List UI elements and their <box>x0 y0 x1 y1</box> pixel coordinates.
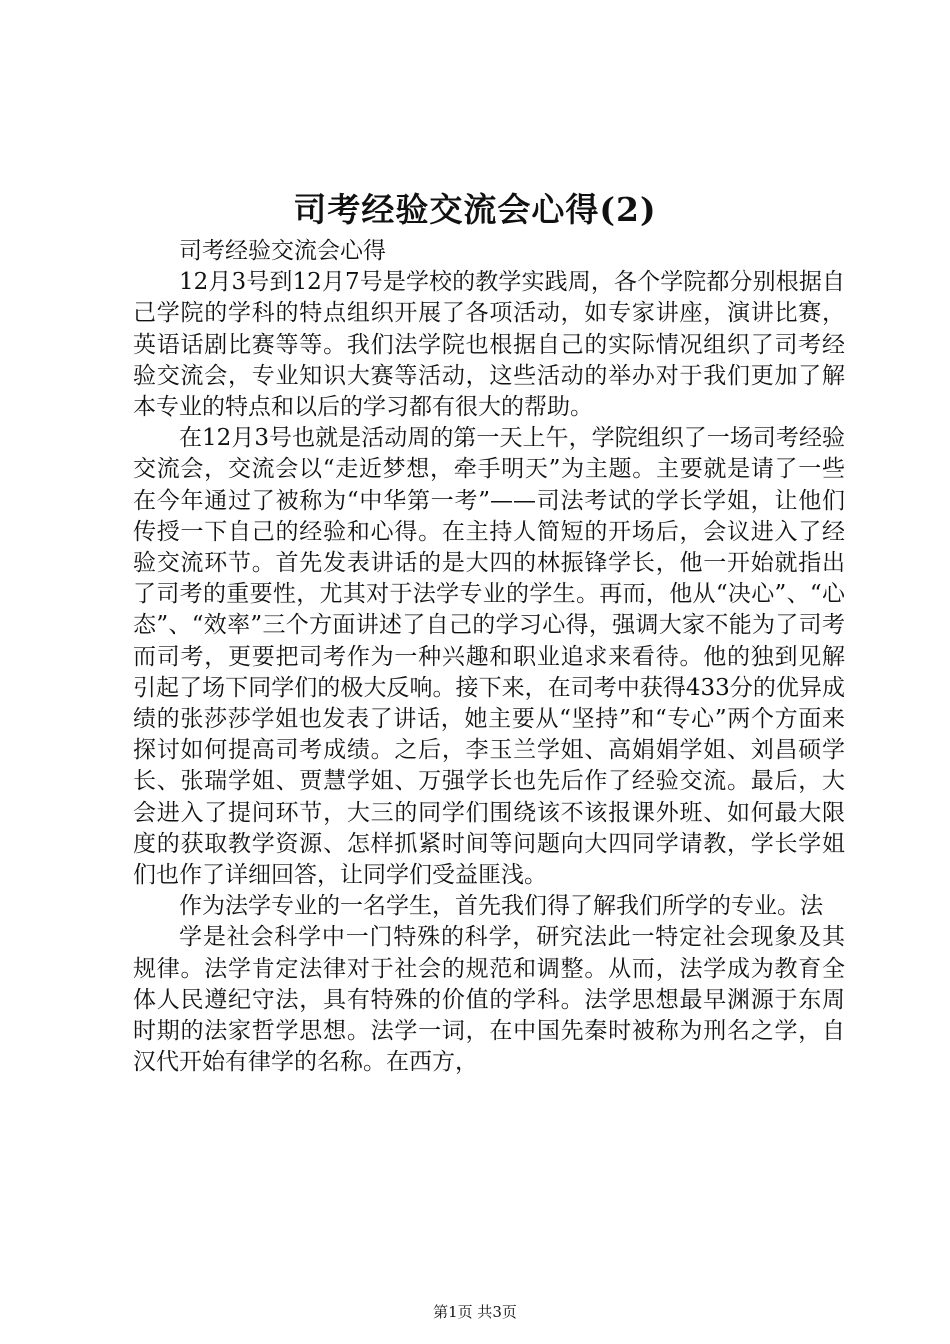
document-title: 司考经验交流会心得(2) <box>293 190 657 229</box>
paragraph-law-science: 学是社会科学中一门特殊的科学，研究法此一特定社会现象及其规律。法学肯定法律对于社会的规范和调整。从而，法学成为教育全体人民遵纪守法，具有特殊的价值的学科。法学思想最早渊源于东周时期的法家哲学思想。法学一词，在中国先秦时被称为刑名之学，自汉代开始有律学的名称。在西方， <box>133 924 845 1076</box>
page-number-footer: 第1页 共3页 <box>433 1303 517 1321</box>
paragraph-intro: 12月3号到12月7号是学校的教学实践周，各个学院都分别根据自己学院的学科的特点组织开展了各项活动，如专家讲座，演讲比赛，英语话剧比赛等等。我们法学院也根据自己的实际情况组织了司考经验交流会，专业知识大赛等活动，这些活动的举办对于我们更加了解本专业的特点和以后的学习都有很大的帮助。 <box>133 269 845 421</box>
paragraph-major: 作为法学专业的一名学生，首先我们得了解我们所学的专业。法 <box>179 893 823 920</box>
paragraph-event: 在12月3号也就是活动周的第一天上午，学院组织了一场司考经验交流会，交流会以“走近梦想，牵手明天”为主题。主要就是请了一些在今年通过了被称为“中华第一考”——司法考试的学长学姐，让他们传授一下自己的经验和心得。在主持人简短的开场后，会议进入了经验交流环节。首先发表讲话的是大四的林振锋学长，他一开始就指出了司考的重要性，尤其对于法学专业的学生。再而，他从“决心”、“心态”、“效率”三个方面讲述了自己的学习心得，强调大家不能为了司考而司考，更要把司考作为一种兴趣和职业追求来看待。他的独到见解引起了场下同学们的极大反响。接下来，在司考中获得433分的优异成绩的张莎莎学姐也发表了讲话，她主要从“坚持”和“专心”两个方面来探讨如何提高司考成绩。之后，李玉兰学姐、高娟娟学姐、刘昌硕学长、张瑞学姐、贾慧学姐、万强学长也先后作了经验交流。最后，大会进入了提问环节，大三的同学们围绕该不该报课外班、如何最大限度的获取教学资源、怎样抓紧时间等问题向大四同学请教，学长学姐们也作了详细回答，让同学们受益匪浅。 <box>133 425 845 889</box>
paragraph-subtitle: 司考经验交流会心得 <box>179 238 386 264</box>
document-body <box>133 236 845 1078</box>
